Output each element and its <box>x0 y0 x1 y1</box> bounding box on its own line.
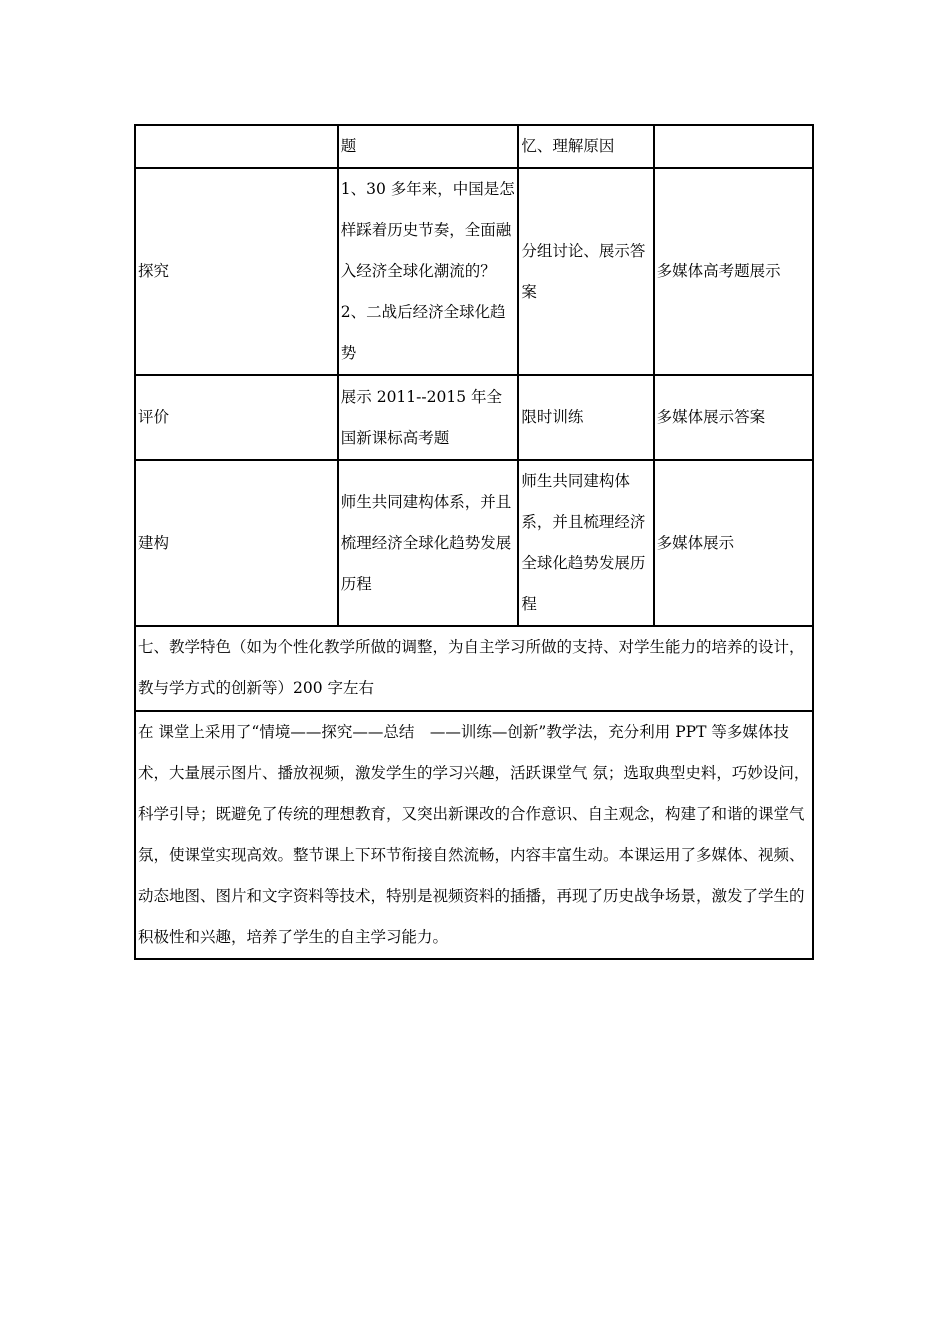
table-row <box>135 168 813 375</box>
student-activity-cell: 限时训练 <box>518 375 653 460</box>
content-cell: 展示 2011--2015 年全国新课标高考题 <box>338 375 519 460</box>
student-activity-cell: 师生共同建构体系，并且梳理经济全球化趋势发展历程 <box>518 460 653 626</box>
media-cell: 多媒体高考题展示 <box>654 168 813 375</box>
stage-cell: 评价 <box>135 375 338 460</box>
feature-title-cell: 七、教学特色（如为个性化教学所做的调整，为自主学习所做的支持、对学生能力的培养的设计，教与学方式的创新等）200 字左右 <box>135 626 813 711</box>
media-cell: 多媒体展示 <box>654 460 813 626</box>
feature-body-cell: 在 课堂上采用了“情境——探究——总结 ——训练—创新”教学法，充分利用 PPT 等多媒体技术，大量展示图片、播放视频，激发学生的学习兴趣，活跃课堂气 氛；选取典型史料，巧妙设问，科学引导；既避免了传统的理想教育，又突出新课改的合作意识、自主观念，构建了和谐的课堂气氛，使课堂实现高效。整节课上下环节衔接自然流畅，内容丰富生动。本课运用了多媒体、视频、 动态地图、图片和文字资料等技术，特别是视频资料的插播，再现了历史战争场景，激发了学生的积极性和兴趣，培养了学生的自主学习能力。 <box>135 711 813 959</box>
table-row <box>135 460 813 626</box>
lesson-plan-table <box>134 124 814 960</box>
stage-cell <box>135 125 338 168</box>
content-cell: 题 <box>338 125 519 168</box>
content-cell: 师生共同建构体系，并且梳理经济全球化趋势发展历程 <box>338 460 519 626</box>
media-cell: 多媒体展示答案 <box>654 375 813 460</box>
table-row <box>135 626 813 711</box>
student-activity-cell: 忆、理解原因 <box>518 125 653 168</box>
content-cell: 1、30 多年来，中国是怎样踩着历史节奏，全面融入经济全球化潮流的？2、二战后经济全球化趋势 <box>338 168 519 375</box>
stage-cell: 建构 <box>135 460 338 626</box>
table-row <box>135 711 813 959</box>
media-cell <box>654 125 813 168</box>
student-activity-cell: 分组讨论、展示答案 <box>518 168 653 375</box>
table-row <box>135 125 813 168</box>
stage-cell: 探究 <box>135 168 338 375</box>
table-row <box>135 375 813 460</box>
